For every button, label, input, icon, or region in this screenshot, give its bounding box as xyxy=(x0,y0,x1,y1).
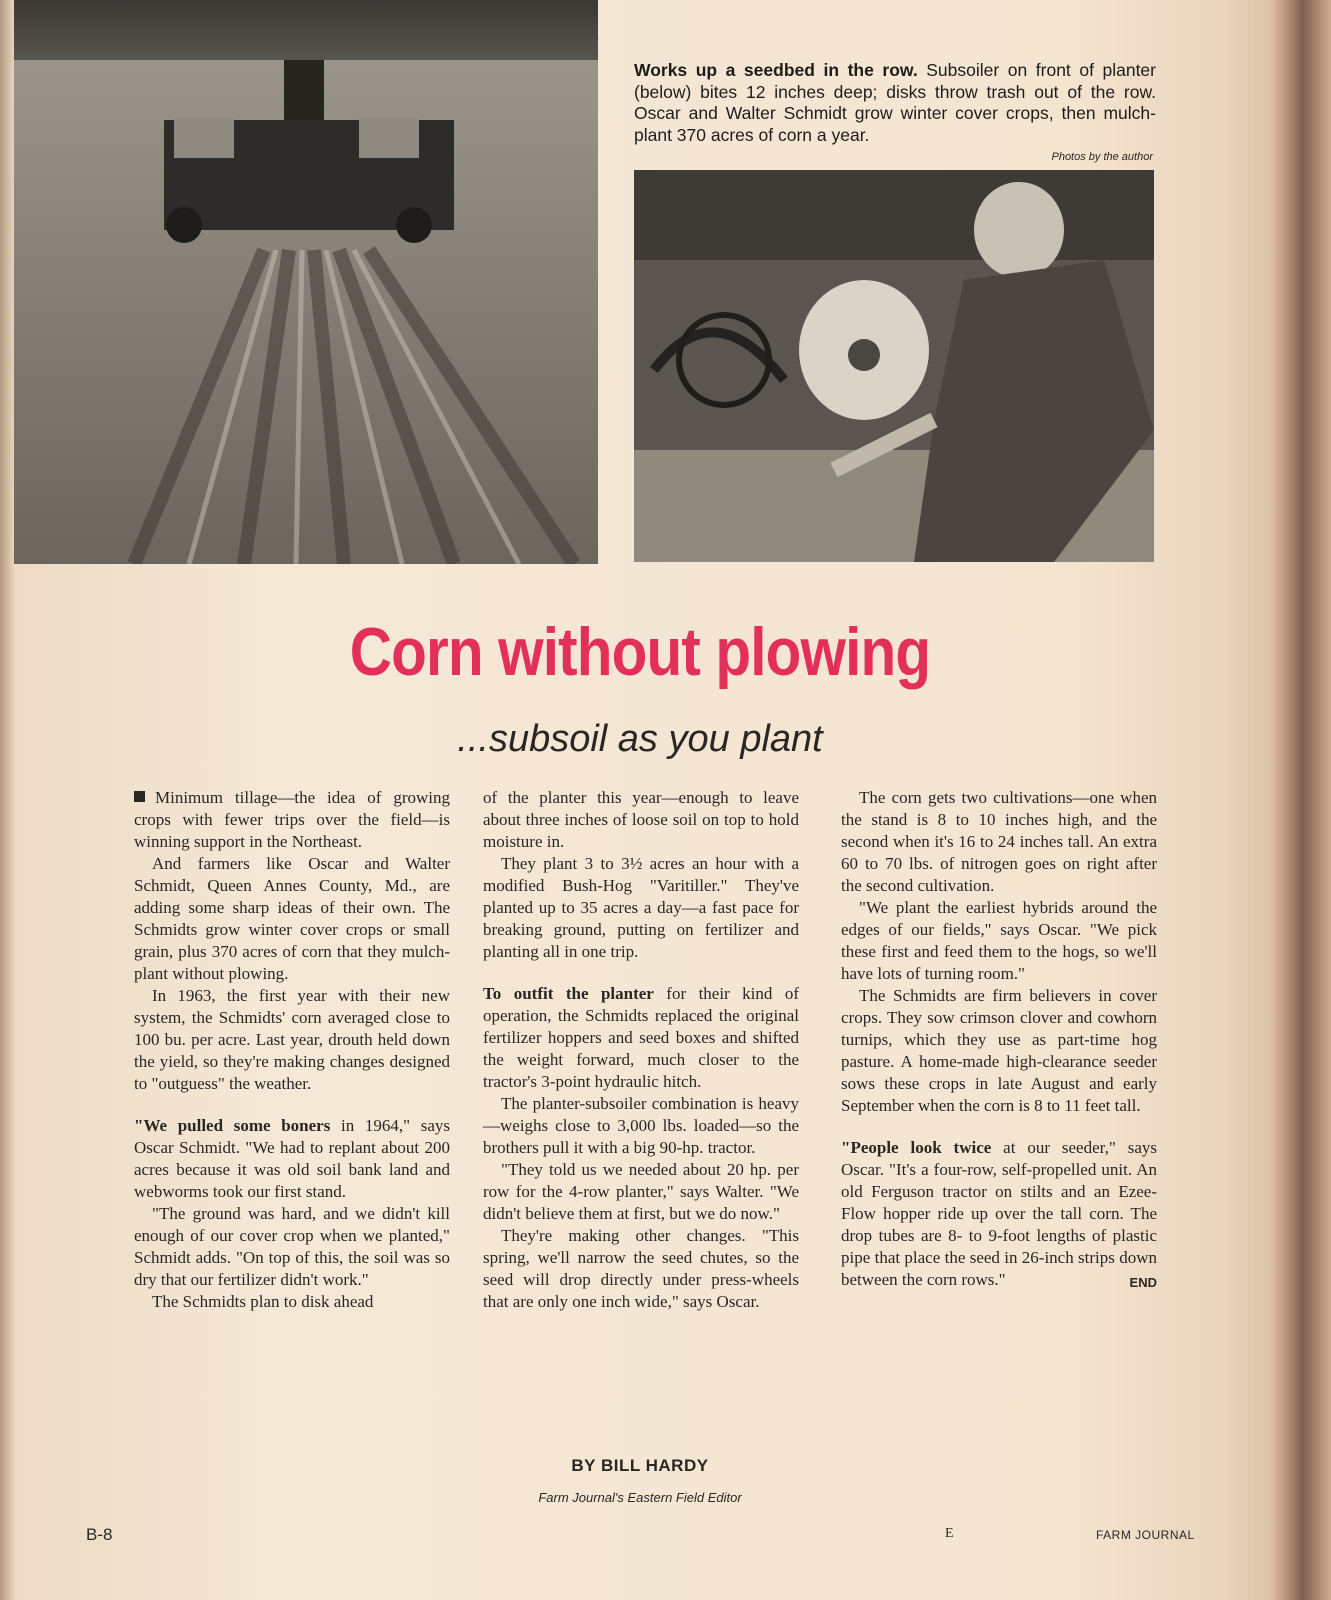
page-binding-edge xyxy=(1268,0,1331,1600)
paragraph-text: Minimum tillage—the idea of growing crops with fewer trips over the field—is winning support in the Northeast. xyxy=(134,788,450,851)
byline-title: Farm Journal's Eastern Field Editor xyxy=(538,1490,742,1505)
section-bullet-icon xyxy=(134,791,145,802)
paragraph-lead: "We pulled some boners xyxy=(134,1116,331,1135)
paragraph-lead: "People look twice xyxy=(841,1138,992,1157)
paragraph: of the planter this year—enough to leave about three inches of loose soil on top to hold moisture in. xyxy=(483,788,799,851)
edition-mark: E xyxy=(945,1526,954,1541)
paragraph: The corn gets two cultivations—one when the stand is 8 to 10 inches high, and the second when it's 16 to 24 inches tall. An extra 60 to 70 lbs. of nitrogen goes on right after the second cultivation. xyxy=(841,788,1157,895)
paragraph: They're making other changes. "This spring, we'll narrow the seed chutes, so the seed will drop directly under press-wheels that are only one inch wide," says Oscar. xyxy=(483,1226,799,1311)
paragraph: And farmers like Oscar and Walter Schmidt, Queen Annes County, Md., are adding some sharp ideas of their own. The Schmidts grow winter cover crops or small grain, plus 370 acres of corn that they mulch-plant without plowing. xyxy=(134,854,450,983)
paragraph: "We plant the earliest hybrids around the edges of our fields," says Oscar. "We pick these first and feed them to the hogs, so we'll have lots of turning room." xyxy=(841,898,1157,983)
paragraph: In 1963, the first year with their new system, the Schmidts' corn averaged close to 100 bu. per acre. Last year, drouth held down the yield, so they're making changes designed to "outguess" the weather. xyxy=(134,986,450,1093)
paragraph: The planter-subsoiler combination is heavy—weighs close to 3,000 lbs. loaded—so the brothers pull it with a big 90-hp. tractor. xyxy=(483,1094,799,1157)
article-column-3 xyxy=(841,787,1157,1294)
paragraph: "The ground was hard, and we didn't kill enough of our cover crop when we planted," Schmidt adds. "On top of this, the soil was so dry that our fertilizer didn't work." xyxy=(134,1204,450,1289)
paragraph-lead: To outfit the planter xyxy=(483,984,654,1003)
caption-lead: Works up a seedbed in the row. xyxy=(634,60,918,80)
tractor-planting-photo xyxy=(14,0,598,564)
subheadline: ...subsoil as you plant xyxy=(457,718,823,760)
article-column-2 xyxy=(483,787,799,1313)
paragraph: The Schmidts are firm believers in cover crops. They sow crimson clover and cowhorn turnips, which they use as part-time hog pasture. A home-made high-clearance seeder sows these crops in late August and early September when the corn is 8 to 11 feet tall. xyxy=(841,986,1157,1115)
magazine-name: FARM JOURNAL xyxy=(1096,1528,1195,1542)
paragraph: "They told us we needed about 20 hp. per row for the 4-row planter," says Walter. "We didn't believe them at first, but we do now." xyxy=(483,1160,799,1223)
paragraph-text: in 1964," says Oscar Schmidt. "We had to replant about 200 acres because it was old soil bank land and webworms took our first stand. xyxy=(134,1116,450,1201)
byline: BY BILL HARDY xyxy=(571,1456,709,1475)
headline: Corn without plowing xyxy=(349,614,931,690)
paragraph xyxy=(483,983,799,1093)
paragraph xyxy=(134,1115,450,1203)
page-number: B-8 xyxy=(86,1525,113,1544)
caption-text: Subsoiler on front of planter (below) bites 12 inches deep; disks throw trash out of the row. Oscar and Walter Schmidt grow winter cover crops, then mulch-plant 370 acres of corn a year. xyxy=(634,60,1156,145)
paragraph: They plant 3 to 3½ acres an hour with a modified Bush-Hog "Varitiller." They've planted up to 35 acres a day—a fast pace for breaking ground, putting on fertilizer and planting all in one trip. xyxy=(483,854,799,961)
paragraph: The Schmidts plan to disk ahead xyxy=(152,1292,374,1311)
photo-credit: Photos by the author xyxy=(1051,151,1153,163)
paragraph xyxy=(134,787,450,853)
farmer-subsoiler-photo xyxy=(634,170,1154,562)
article-column-1 xyxy=(134,787,450,1313)
end-mark: END xyxy=(1129,1275,1157,1290)
paragraph xyxy=(841,1137,1157,1291)
photo-caption xyxy=(634,60,1156,146)
page-left-edge xyxy=(0,0,14,1600)
paragraph-text: for their kind of operation, the Schmidts replaced the original fertilizer hoppers and seed boxes and shifted the weight forward, much closer to the tractor's 3-point hydraulic hitch. xyxy=(483,984,799,1091)
paragraph-text: at our seeder," says Oscar. "It's a four-row, self-propelled unit. An old Ferguson tractor on stilts and an Ezee-Flow hopper ride up over the tall corn. The drop tubes are 8- to 9-foot lengths of plastic pipe that place the seed in 26-inch strips down between the corn rows." xyxy=(841,1138,1157,1289)
